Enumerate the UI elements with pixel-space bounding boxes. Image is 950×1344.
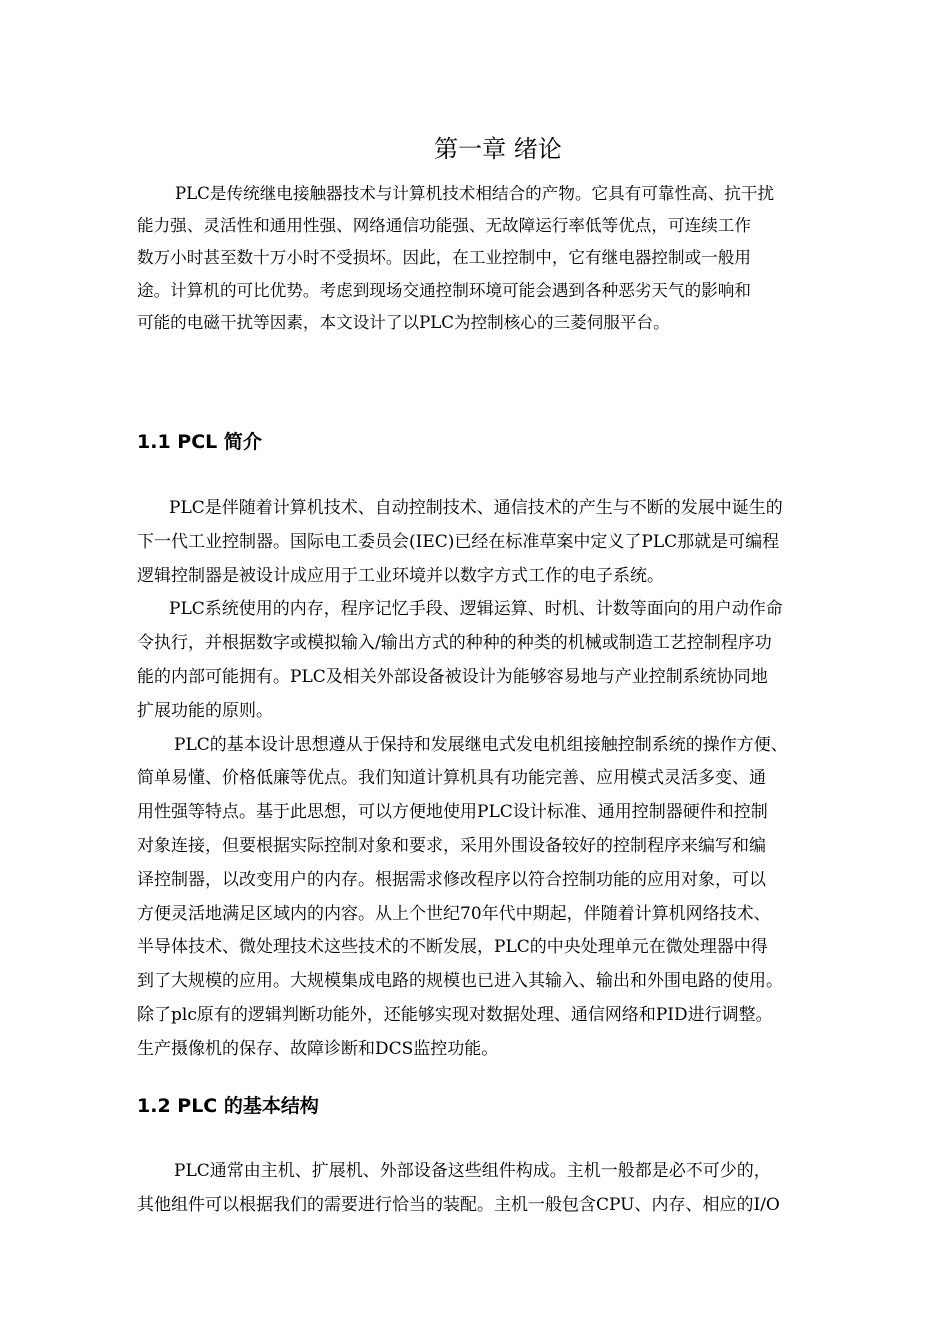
body-line: 到了大规模的应用。大规模集成电路的规模也已进入其输入、输出和外围电路的使用。 (137, 971, 783, 992)
intro-paragraph (137, 178, 861, 339)
body-line: PLC系统使用的内存，程序记忆手段、逻辑运算、时机、计数等面向的用户动作命 (169, 599, 783, 620)
section-heading-1-1: 1.1 PCL 简介 (137, 431, 262, 453)
body-line: 对象连接，但要根据实际控制对象和要求，采用外围设备较好的控制程序来编写和编 (137, 835, 766, 856)
chapter-title: 第一章 绪论 (434, 135, 562, 163)
body-line: PLC通常由主机、扩展机、外部设备这些组件构成。主机一般都是必不可少的， (174, 1161, 771, 1181)
body-line: 生产摄像机的保存、故障诊断和DCS监控功能。 (137, 1038, 499, 1059)
body-line: 译控制器，以改变用户的内存。根据需求修改程序以符合控制功能的应用对象，可以 (137, 869, 766, 890)
section-1-1-body (137, 492, 867, 1067)
body-line: 方便灵活地满足区域内的内容。从上个世纪70年代中期起，伴随着计算机网络技术、 (137, 903, 771, 924)
body-line: 令执行，并根据数字或模拟输入/输出方式的种种的种类的机械或制造工艺控制程序功 (137, 633, 772, 654)
intro-line: 途。计算机的可比优势。考虑到现场交通控制环境可能会遇到各种恶劣天气的影响和 (137, 280, 751, 300)
intro-line: 数万小时甚至数十万小时不受损坏。因此，在工业控制中，它有继电器控制或一般用 (137, 248, 751, 268)
body-line: PLC的基本设计思想遵从于保持和发展继电式发电机组接触控制系统的操作方便、 (174, 734, 788, 755)
body-line: 逻辑控制器是被设计成应用于工业环境并以数字方式工作的电子系统。 (137, 565, 664, 586)
body-line: 下一代工业控制器。国际电工委员会(IEC)已经在标准草案中定义了PLC那就是可编程 (137, 531, 780, 552)
body-line: 其他组件可以根据我们的需要进行恰当的装配。主机一般包含CPU、内存、相应的I/O (137, 1194, 780, 1215)
section-1-2-body (137, 1155, 867, 1223)
body-line: PLC是伴随着计算机技术、自动控制技术、通信技术的产生与不断的发展中诞生的 (169, 498, 783, 518)
intro-line: 能力强、灵活性和通用性强、网络通信功能强、无故障运行率低等优点，可连续工作 (137, 216, 751, 236)
body-line: 半导体技术、微处理技术这些技术的不断发展，PLC的中央处理单元在微处理器中得 (137, 937, 768, 958)
body-line: 扩展功能的原则。 (137, 700, 273, 721)
body-line: 简单易懂、价格低廉等优点。我们知道计算机具有功能完善、应用模式灵活多变、通 (137, 768, 766, 789)
body-line: 用性强等特点。基于此思想，可以方便地使用PLC设计标准、通用控制器硬件和控制 (137, 802, 768, 823)
intro-line: PLC是传统继电接触器技术与计算机技术相结合的产物。它具有可靠性高、抗干扰 (175, 184, 775, 203)
section-heading-1-2: 1.2 PLC 的基本结构 (137, 1095, 319, 1117)
intro-line: 可能的电磁干扰等因素，本文设计了以PLC为控制核心的三菱伺服平台。 (137, 312, 670, 332)
body-line: 除了plc原有的逻辑判断功能外，还能够实现对数据处理、通信网络和PID进行调整。 (137, 1004, 773, 1025)
body-line: 能的内部可能拥有。PLC及相关外部设备被设计为能够容易地与产业控制系统协同地 (137, 666, 768, 687)
